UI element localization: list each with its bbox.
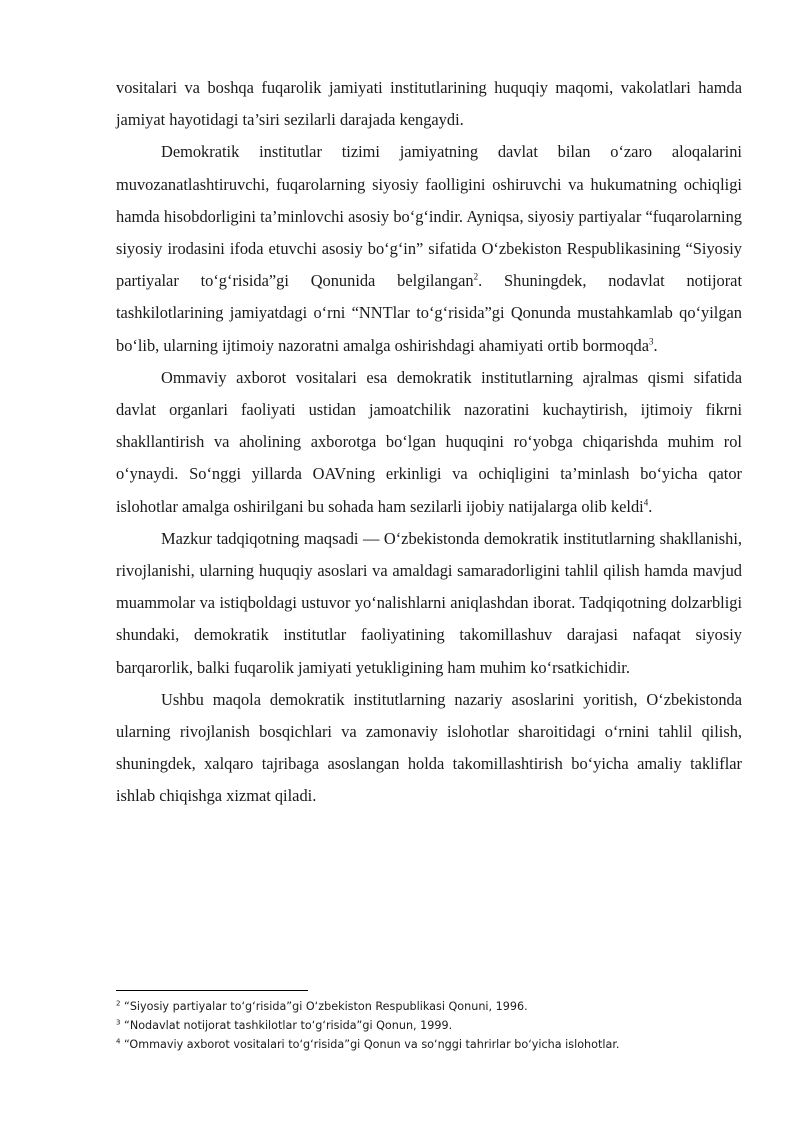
- paragraph-article-purpose: Ushbu maqola demokratik institutlarning nazariy asoslarini yoritish, O‘zbekistonda ularning rivojlanish bosqichlari va zamonaviy islohotlar sharoitidagi o‘rnini tahlil qilish, shuningdek, xalqaro tajribaga asoslangan holda takomillashtirish bo‘yicha amaliy takliflar ishlab chiqishga xizmat qiladi.: [116, 689, 742, 806]
- paragraph-continuation: vositalari va boshqa fuqarolik jamiyati institutlarining huquqiy maqomi, vakolatlari hamda jamiyat hayotidagi ta’siri sezilarli darajada kengaydi.: [116, 78, 742, 130]
- footnote-3: $^3$ “Nodavlat notijorat tashkilotlar to‘g‘risida”gi Qonun, 1999.: [116, 1018, 453, 1032]
- footnote-4: $^4$ “Ommaviy axborot vositalari to‘g‘risida”gi Qonun va so‘nggi tahrirlar bo‘yicha islohotlar.: [116, 1037, 620, 1051]
- footnotes: [116, 997, 756, 1054]
- paragraph-research-goal: Mazkur tadqiqotning maqsadi — O‘zbekistonda demokratik institutlarning shakllanishi, rivojlanishi, ularning huquqiy asoslari va amaldagi samaradorligini tahlil qilish hamda mavjud muammolar va istiqboldagi ustuvor yo‘nalishlarni aniqlashdan iborat. Tadqiqotning dolzarbligi shundaki, demokratik institutlar faoliyatining takomillashuv darajasi nafaqat siyosiy barqarorlik, balki fuqarolik jamiyati yetukligining ham muhim ko‘rsatkichidir.: [116, 528, 742, 677]
- paragraph-democratic-institutions: Demokratik institutlar tizimi jamiyatning davlat bilan o‘zaro aloqalarini muvozanatlashtiruvchi, fuqarolarning siyosiy faolligini oshiruvchi va hukumatning ochiqligi hamda hisobdorligini ta’minlovchi asosiy bo‘g‘indir. Ayniqsa, siyosiy partiyalar “fuqarolarning siyosiy irodasini ifoda etuvchi asosiy bo‘g‘in” sifatida O‘zbekiston Respublikasining “Siyosiy partiyalar to‘g‘risida”gi Qonunida belgilangan$^2$. Shuningdek, nodavlat notijorat tashkilotlarining jamiyatdagi o‘rni “NNTlar to‘g‘risida”gi Qonunda mustahkamlab qo‘yilgan bo‘lib, ularning ijtimoiy nazoratni amalga oshirishdagi ahamiyati ortib bormoqda$^3$.: [116, 142, 742, 355]
- paragraph-mass-media: Ommaviy axborot vositalari esa demokratik institutlarning ajralmas qismi sifatida davlat organlari faoliyati ustidan jamoatchilik nazoratini kuchaytirish, ijtimoiy fikrni shakllantirish va aholining axborotga bo‘lgan huquqini ro‘yobga chiqarishda muhim rol o‘ynaydi. So‘nggi yillarda OAVning erkinligi va ochiqligini ta’minlash bo‘yicha qator islohotlar amalga oshirilgani bu sohada ham sezilarli ijobiy natijalarga olib keldi$^4$.: [116, 367, 742, 516]
- footnote-ref-3[interactable]: 3: [649, 336, 654, 347]
- footnote-ref-4[interactable]: 4: [643, 497, 649, 508]
- footnote-2: $^2$ “Siyosiy partiyalar to‘g‘risida”gi O‘zbekiston Respublikasi Qonuni, 1996.: [116, 999, 528, 1013]
- footnote-separator: [116, 990, 308, 991]
- footnote-ref-2[interactable]: 2: [473, 271, 479, 282]
- body-text: [116, 72, 742, 813]
